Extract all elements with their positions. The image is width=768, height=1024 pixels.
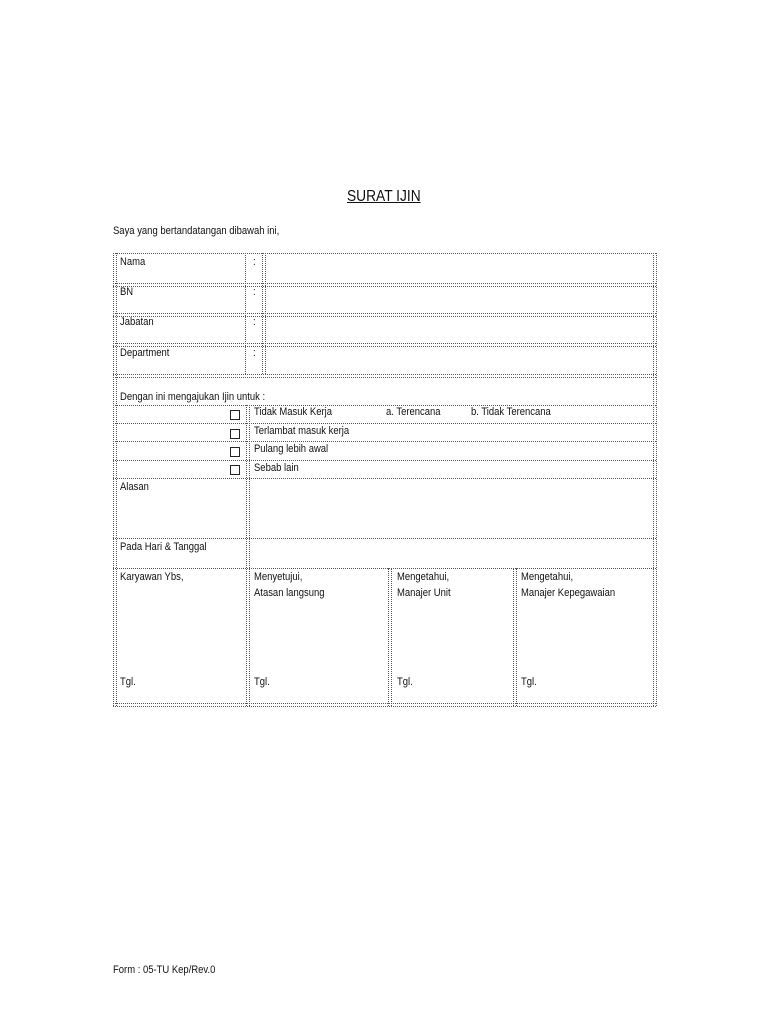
field-colon: :: [253, 316, 256, 328]
table-line: [113, 568, 656, 569]
table-line: [246, 405, 247, 706]
department-input[interactable]: [268, 348, 651, 372]
table-line: [245, 253, 246, 374]
signature-hr-tgl: Tgl.: [521, 676, 537, 688]
table-line: [388, 568, 389, 706]
form-title: [0, 187, 768, 207]
signature-approver-role: Atasan langsung: [254, 587, 325, 599]
table-line: [113, 286, 656, 287]
signature-approver-tgl: Tgl.: [254, 676, 270, 688]
table-line: [391, 568, 392, 706]
checkbox-sebab-lain[interactable]: [230, 465, 240, 475]
table-line: [113, 346, 656, 347]
table-line: [113, 374, 656, 375]
table-line: [113, 460, 656, 461]
date-label: Pada Hari & Tanggal: [120, 541, 207, 553]
signature-unit-role: Manajer Unit: [397, 587, 451, 599]
table-line: [113, 441, 656, 442]
bn-input[interactable]: [268, 288, 651, 311]
option-label: Sebab lain: [254, 462, 299, 474]
signature-unit-tgl: Tgl.: [397, 676, 413, 688]
option-label: Terlambat masuk kerja: [254, 425, 350, 437]
table-line: [113, 253, 114, 706]
table-line: [113, 538, 656, 539]
intro-text: Saya yang bertandatangan dibawah ini,: [113, 225, 280, 237]
date-input[interactable]: [252, 541, 651, 566]
signature-hr-title: Mengetahui,: [521, 571, 574, 583]
table-line: [113, 316, 656, 317]
table-line: [113, 706, 656, 707]
form-code: Form : 05-TU Kep/Rev.0: [113, 964, 216, 976]
field-colon: :: [253, 347, 256, 359]
signature-approver-title: Menyetujui,: [254, 571, 303, 583]
table-line: [116, 253, 117, 706]
field-colon: :: [253, 286, 256, 298]
checkbox-tidak-masuk-kerja[interactable]: [230, 410, 240, 420]
nama-input[interactable]: [268, 256, 651, 281]
table-line: [113, 343, 656, 344]
request-heading: Dengan ini mengajukan Ijin untuk :: [120, 391, 266, 403]
checkbox-pulang-lebih-awal[interactable]: [230, 447, 240, 457]
reason-label: Alasan: [120, 481, 149, 493]
table-line: [113, 703, 656, 704]
jabatan-input[interactable]: [268, 318, 651, 341]
table-line: [113, 283, 656, 284]
table-line: [513, 568, 514, 706]
field-label-jabatan: Jabatan: [120, 316, 154, 328]
reason-input[interactable]: [252, 481, 651, 536]
table-line: [249, 405, 250, 706]
form-title-text: SURAT IJIN: [347, 188, 421, 205]
option-sub-b: b. Tidak Terencana: [471, 406, 551, 418]
table-line: [113, 313, 656, 314]
field-colon: :: [253, 256, 256, 268]
table-line: [262, 253, 263, 374]
signature-employee-tgl: Tgl.: [120, 676, 136, 688]
table-line: [656, 253, 657, 706]
table-line: [653, 253, 654, 706]
table-line: [113, 405, 656, 406]
table-line: [113, 478, 656, 479]
signature-employee-title: Karyawan Ybs,: [120, 571, 184, 583]
signature-hr-role: Manajer Kepegawaian: [521, 587, 616, 599]
checkbox-terlambat[interactable]: [230, 429, 240, 439]
option-label: Tidak Masuk Kerja: [254, 406, 332, 418]
table-line: [265, 253, 266, 374]
field-label-bn: BN: [120, 286, 134, 298]
signature-unit-title: Mengetahui,: [397, 571, 450, 583]
option-sub-a: a. Terencana: [386, 406, 441, 418]
table-line: [113, 377, 656, 378]
table-line: [113, 423, 656, 424]
table-line: [516, 568, 517, 706]
option-label: Pulang lebih awal: [254, 443, 329, 455]
field-label-nama: Nama: [120, 256, 146, 268]
table-line: [113, 253, 656, 254]
field-label-department: Department: [120, 347, 170, 359]
